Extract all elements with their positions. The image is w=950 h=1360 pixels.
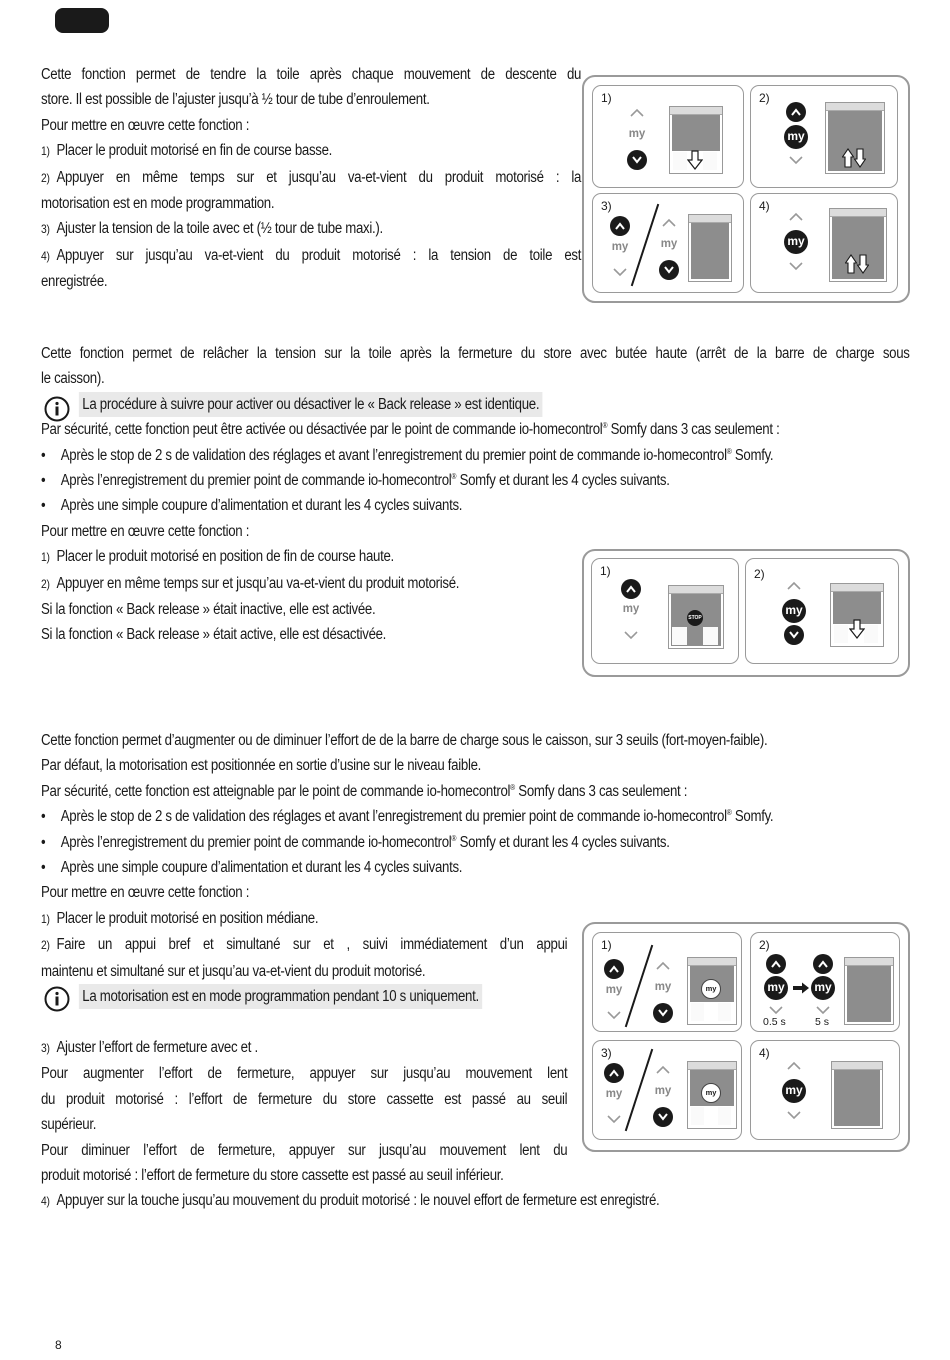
up-button-icon xyxy=(621,579,641,599)
my-button-icon: my xyxy=(782,599,806,623)
section2-line: Cette fonction permet de relâcher la tension sur la toile après la fermeture du store avec butée haute (arrêt de la barre de charge sous xyxy=(41,345,910,362)
up-button-icon xyxy=(766,954,786,974)
bullet-item: • Après l’enregistrement du premier point de commande io-homecontrol® Somfy et durant les 4 cycles suivants. xyxy=(41,468,910,493)
arrow-down-icon xyxy=(687,150,703,170)
arrow-up-down-icon xyxy=(842,148,866,168)
chevron-down-icon xyxy=(769,1006,783,1015)
section2-line: Si la fonction « Back release » était active, elle est désactivée. xyxy=(41,626,387,644)
chevron-up-icon xyxy=(789,212,803,221)
section1-line: Cette fonction permet de tendre la toile après chaque mouvement de descente du xyxy=(41,66,582,83)
arrow-down-icon xyxy=(849,619,865,639)
panel-label: 1) xyxy=(600,564,611,578)
my-label: my xyxy=(605,1088,623,1100)
down-button-icon xyxy=(653,1003,673,1023)
section2-line: Par sécurité, cette fonction peut être activée ou désactivée par le point de commande io-homecontrol® Somfy dans 3 cas seulement : xyxy=(41,421,780,439)
my-label: my xyxy=(622,603,640,615)
figure-panel xyxy=(750,85,898,188)
section3-step: 3) Ajuster l’effort de fermeture avec et . xyxy=(41,1038,258,1056)
section2-line: Si la fonction « Back release » était inactive, elle est activée. xyxy=(41,601,376,619)
section1-line: Pour mettre en œuvre cette fonction : xyxy=(41,116,250,134)
stop-icon: STOP xyxy=(687,610,703,626)
chevron-down-icon xyxy=(789,156,803,165)
figure-back-release xyxy=(582,549,910,677)
my-button-icon: my xyxy=(784,230,808,254)
chevron-down-icon xyxy=(607,1011,621,1020)
section3-step: 1) Placer le produit motorisé en position médiane. xyxy=(41,909,319,927)
note-programming-mode: La motorisation est en mode programmation pendant 10 s uniquement. xyxy=(79,984,482,1009)
awning-illustration xyxy=(831,1061,883,1129)
panel-label: 2) xyxy=(759,938,770,952)
my-label: my xyxy=(660,238,678,250)
arrow-right-icon xyxy=(792,982,810,994)
up-button-icon xyxy=(813,954,833,974)
figure-panel xyxy=(592,85,744,188)
panel-label: 4) xyxy=(759,1046,770,1060)
chevron-up-icon xyxy=(787,1061,801,1070)
figure-panel xyxy=(592,1040,742,1140)
figure-panel xyxy=(750,1040,900,1140)
section2-line: le caisson). xyxy=(41,370,105,388)
figure-panel xyxy=(591,558,739,664)
my-label: my xyxy=(654,981,672,993)
panel-label: 4) xyxy=(759,199,770,213)
chevron-up-icon xyxy=(656,961,670,970)
section3-line: Par défaut, la motorisation est positionnée en sortie d’usine sur le niveau faible. xyxy=(41,757,482,775)
section1-line: motorisation est en mode programmation. xyxy=(41,195,275,213)
figure-closing-effort xyxy=(582,922,910,1152)
section1-step: 4) Appuyer sur jusqu’au va-et-vient du produit motorisé : la tension de toile est xyxy=(41,246,582,264)
bullet-item: • Après le stop de 2 s de validation des réglages et avant l’enregistrement du premier point de commande io-homecontrol® Somfy. xyxy=(41,804,910,829)
section3-line: maintenu et simultané sur et jusqu’au va-et-vient du produit motorisé. xyxy=(41,962,426,980)
panel-label: 1) xyxy=(601,91,612,105)
section3-step: 2) Faire un appui bref et simultané sur et , suivi immédiatement d’un appui xyxy=(41,936,568,954)
panel-label: 1) xyxy=(601,938,612,952)
my-button-icon: my xyxy=(764,976,788,1000)
up-button-icon xyxy=(786,102,806,122)
section-tab xyxy=(55,8,109,33)
section3-line: Pour diminuer l’effort de fermeture, appuyer sur jusqu’au mouvement lent du xyxy=(41,1141,568,1159)
chevron-up-icon xyxy=(630,108,644,117)
page-number: 8 xyxy=(55,1338,62,1352)
chevron-down-icon xyxy=(816,1006,830,1015)
section3-step: 4) Appuyer sur la touche jusqu’au mouvement du produit motorisé : le nouvel effort de fermeture est enregistré. xyxy=(41,1192,660,1210)
panel-label: 3) xyxy=(601,199,612,213)
down-button-icon xyxy=(659,260,679,280)
panel-label: 2) xyxy=(759,91,770,105)
my-label: my xyxy=(611,241,629,253)
chevron-down-icon xyxy=(787,1111,801,1120)
chevron-down-icon xyxy=(607,1115,621,1124)
panel-label: 2) xyxy=(754,567,765,581)
section1-line: enregistrée. xyxy=(41,273,108,291)
section1-text xyxy=(41,62,581,295)
separator-slash xyxy=(625,945,653,1027)
down-button-icon xyxy=(653,1107,673,1127)
my-label: my xyxy=(628,128,646,140)
bullet-item: • Après une simple coupure d’alimentation et durant les 4 cycles suivants. xyxy=(41,855,910,880)
down-button-icon xyxy=(784,625,804,645)
figure-panel xyxy=(745,558,899,664)
section2-step: 2) Appuyer en même temps sur et jusqu’au va-et-vient du produit motorisé. xyxy=(41,574,460,592)
chevron-up-icon xyxy=(787,581,801,590)
my-button-icon: my xyxy=(784,125,808,149)
duration-label: 5 s xyxy=(815,1016,830,1028)
info-icon xyxy=(44,396,70,422)
section2-step: 1) Placer le produit motorisé en position de fin de course haute. xyxy=(41,548,394,566)
section1-step: 3) Ajuster la tension de la toile avec et (½ tour de tube maxi.). xyxy=(41,220,383,238)
section1-step: 2) Appuyer en même temps sur et jusqu’au va-et-vient du produit motorisé : la xyxy=(41,168,582,186)
section3-line: produit motorisé : l’effort de fermeture du store cassette est passé au seuil inférieur. xyxy=(41,1166,504,1184)
down-button-icon xyxy=(627,150,647,170)
duration-label: 0.5 s xyxy=(763,1016,786,1028)
figure-panel xyxy=(592,932,742,1032)
awning-illustration xyxy=(688,214,732,282)
figure-panel xyxy=(750,932,900,1032)
section3-line: supérieur. xyxy=(41,1116,97,1134)
my-label: my xyxy=(654,1085,672,1097)
separator-slash xyxy=(631,204,659,286)
chevron-down-icon xyxy=(613,268,627,277)
my-position-badge: my xyxy=(701,979,721,999)
figure-tension xyxy=(582,75,910,303)
my-button-icon: my xyxy=(782,1079,806,1103)
section3-line: Par sécurité, cette fonction est atteignable par le point de commande io-homecontrol® Somfy dans 3 cas seulement : xyxy=(41,782,688,800)
chevron-down-icon xyxy=(624,631,638,640)
note-back-release: La procédure à suivre pour activer ou désactiver le « Back release » est identique. xyxy=(79,392,543,417)
up-button-icon xyxy=(604,959,624,979)
section3-line: Pour mettre en œuvre cette fonction : xyxy=(41,884,250,902)
up-button-icon xyxy=(610,216,630,236)
info-icon xyxy=(44,986,70,1012)
up-button-icon xyxy=(604,1063,624,1083)
my-label: my xyxy=(605,984,623,996)
bullet-item: • Après l’enregistrement du premier point de commande io-homecontrol® Somfy et durant les 4 cycles suivants. xyxy=(41,830,910,855)
panel-label: 3) xyxy=(601,1046,612,1060)
separator-slash xyxy=(625,1049,653,1131)
section3-line: Pour augmenter l’effort de fermeture, appuyer sur jusqu’au mouvement lent xyxy=(41,1065,568,1083)
figure-panel xyxy=(592,193,744,293)
bullet-item: • Après le stop de 2 s de validation des réglages et avant l’enregistrement du premier point de commande io-homecontrol® Somfy. xyxy=(41,443,910,468)
section3-line: du produit motorisé : l’effort de fermeture du store cassette est passé au seuil xyxy=(41,1090,568,1108)
my-position-badge: my xyxy=(701,1083,721,1103)
chevron-up-icon xyxy=(656,1065,670,1074)
bullet-item: • Après une simple coupure d’alimentation et durant les 4 cycles suivants. xyxy=(41,493,910,518)
my-button-icon: my xyxy=(811,976,835,1000)
section1-line: store. Il est possible de l’ajuster jusqu’à ½ tour de tube d’enroulement. xyxy=(41,91,430,109)
awning-illustration xyxy=(844,957,894,1025)
section3-line: Cette fonction permet d’augmenter ou de diminuer l’effort de de la barre de charge sous le caisson, sur 3 seuils (fort-moyen-faible). xyxy=(41,732,768,749)
chevron-up-icon xyxy=(662,218,676,227)
figure-panel xyxy=(750,193,898,293)
arrow-up-down-icon xyxy=(845,254,869,274)
chevron-down-icon xyxy=(789,262,803,271)
section2-line: Pour mettre en œuvre cette fonction : xyxy=(41,522,250,540)
section1-step: 1) Placer le produit motorisé en fin de course basse. xyxy=(41,142,333,160)
